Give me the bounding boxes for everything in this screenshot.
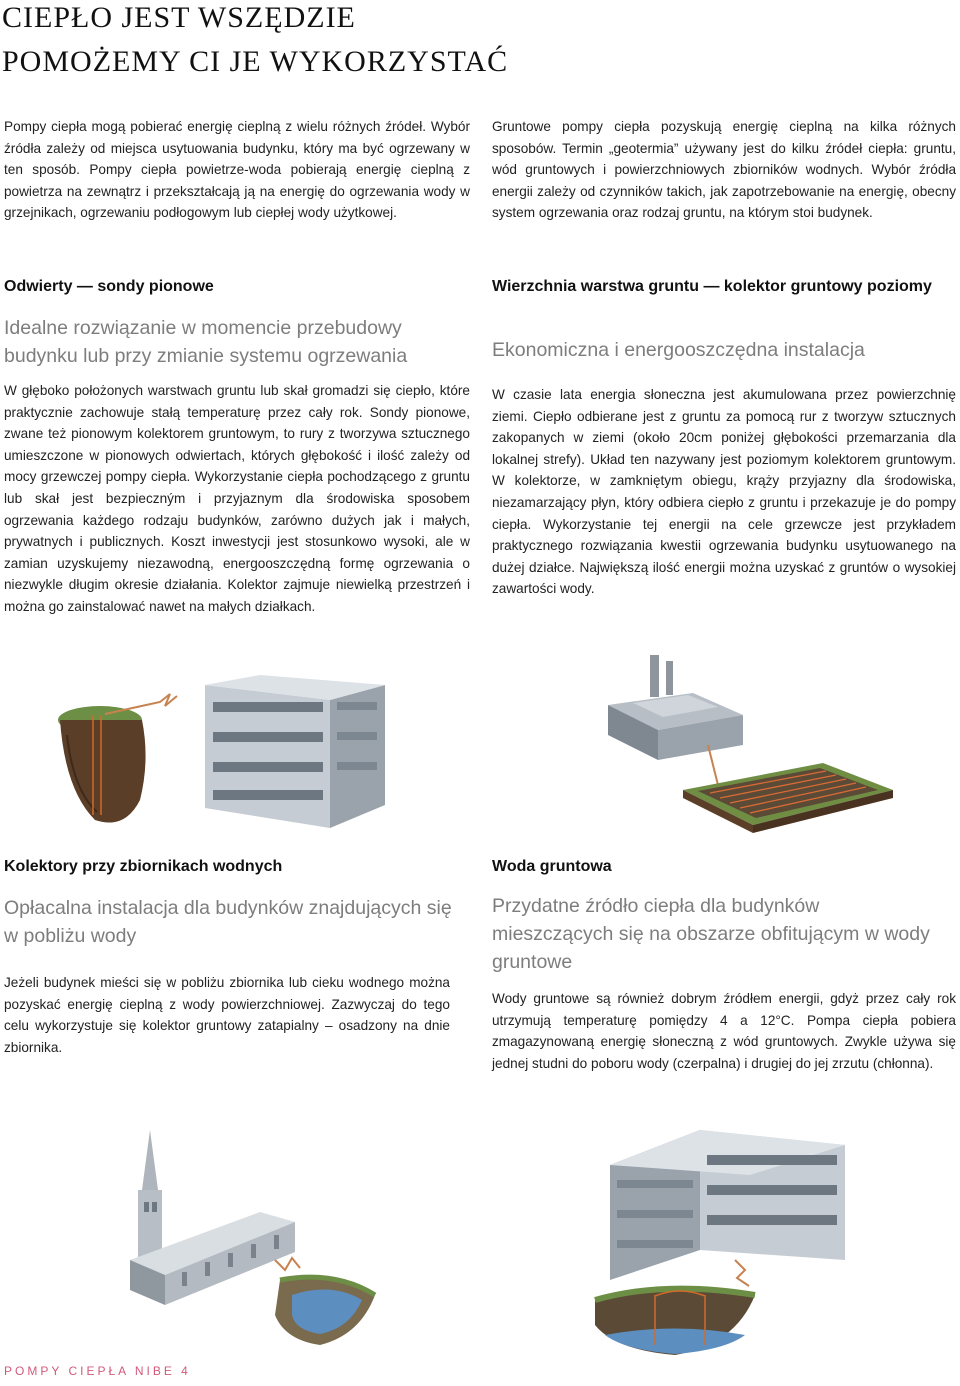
building-with-wells-illustration: [585, 1110, 915, 1360]
horizontal-section-heading: Wierzchnia warstwa gruntu — kolektor gruntowy poziomy: [492, 278, 932, 295]
vertical-section-subheading: Idealne rozwiązanie w momencie przebudowy budynku lub przy zmianie systemu ogrzewania: [4, 317, 408, 367]
horizontal-section-body: W czasie lata energia słoneczna jest akumulowana przez powierzchnię ziemi. Ciepło odbierane jest z gruntu za pomocą rur z tworzyw sztucznych zakopanych w ziemi (około 20cm poniżej głębokości przemarzania dla lokalnej strefy). Układ ten nazywany jest poziomym kolektorem gruntowym. W kolektorze, w zamkniętym obiegu, krąży przyjazny dla środowiska, niezamarzający płyn, który odbiera ciepło z gruntu i przekazuje je do pompy ciepła. Wykorzystanie tej energii na cele grzewcze jest przykładem praktycznego rozwiązania kwestii ogrzewania budynku usytuowanego na dużej działce. Największą ilość energii można uzyskać z gruntów o wysokiej zawartości wody.: [492, 387, 956, 597]
church-with-lake-collector-illustration: [70, 1130, 410, 1350]
water-section-subheading: Opłacalna instalacja dla budynków znajdujących się w pobliżu wody: [4, 897, 452, 947]
groundwater-section-heading: Woda gruntowa: [492, 858, 612, 875]
intro-right-paragraph: Gruntowe pompy ciepła pozyskują energię cieplną na kilka różnych sposobów. Termin „geotermia” używany jest do kilku źródeł ciepła: gruntu, wód gruntowych i powierzchniowych zbiorników wodnych. Wybór źródła energii zależy od czynników takich, jak zapotrzebowanie na energię, obecny system ogrzewania oraz rodzaj gruntu, na którym stoi budynek.: [492, 119, 956, 221]
groundwater-section-body: Wody gruntowe są również dobrym źródłem energii, gdyż przez cały rok utrzymują temperaturę pomiędzy 4 a 12°C. Pompa ciepła pobiera zmagazynowaną energię słoneczną z wód gruntowych. Zwykle używa się jednej studni do poboru wody (czerpalna) i drugiej do jej zrzutu (chłonna).: [492, 991, 956, 1071]
page-title-line1: CIEPŁO JEST WSZĘDZIE: [2, 1, 356, 34]
intro-left-paragraph: Pompy ciepła mogą pobierać energię cieplną z wielu różnych źródeł. Wybór źródła zależy od miejsca usytuowania budynku, który ma być ogrzewany w ten sposób. Pompy ciepła powietrze-woda pobierają energię cieplną z powietrza na zewnątrz i przekształcają ją na energię do ogrzewania wody w grzejnikach, ogrzewaniu podłogowym lub ciepłej wody użytkowej.: [4, 119, 470, 221]
water-section-heading: Kolektory przy zbiornikach wodnych: [4, 858, 283, 875]
groundwater-section-subheading: Przydatne źródło ciepła dla budynków mieszczących się na obszarze obfitującym w wody gruntowe: [492, 895, 930, 973]
page-footer: POMPY CIEPŁA NIBE 4: [4, 1364, 191, 1378]
building-with-ground-loop-illustration: [598, 655, 898, 835]
page-title-line2: POMOŻEMY CI JE WYKORZYSTAĆ: [2, 45, 509, 78]
vertical-section-heading: Odwierty — sondy pionowe: [4, 278, 214, 295]
vertical-section-body: W głęboko położonych warstwach gruntu lub skał gromadzi się ciepło, które praktycznie zachowuje stałą temperaturę przez cały rok. Sondy pionowe, zwane też pionowym kolektorem gruntowym, to rury z tworzywa sztucznego umieszczone w pionowych odwiertach, których głębokość i ilość zależy od mocy grzewczej pompy ciepła. Wykorzystanie ciepła pochodzącego z gruntu lub skał jest bezpieczným i przyjaznym dla środowiska sposobem ogrzewania każdego rodzaju budynków, zarówno dużych jak i małych, prywatnych i publicznych. Koszt inwestycji jest stosunkowo wysoki, ale w zamian uzyskujemy niezawodną, energooszczędną formę ogrzewania o niezwykle długim okresie działania. Kolektor zajmuje niewielką przestrzeń i można go zainstalować nawet na małych działkach.: [4, 383, 470, 614]
building-with-borehole-illustration: [55, 680, 415, 850]
water-section-body: Jeżeli budynek mieści się w pobliżu zbiornika lub cieku wodnego można pozyskać energię cieplną z wody powierzchniowej. Zazwyczaj do tego celu wykorzystuje się kolektor gruntowy zatapialny – osadzony na dnie zbiornika.: [4, 975, 450, 1055]
horizontal-section-subheading: Ekonomiczna i energooszczędna instalacja: [492, 339, 865, 361]
